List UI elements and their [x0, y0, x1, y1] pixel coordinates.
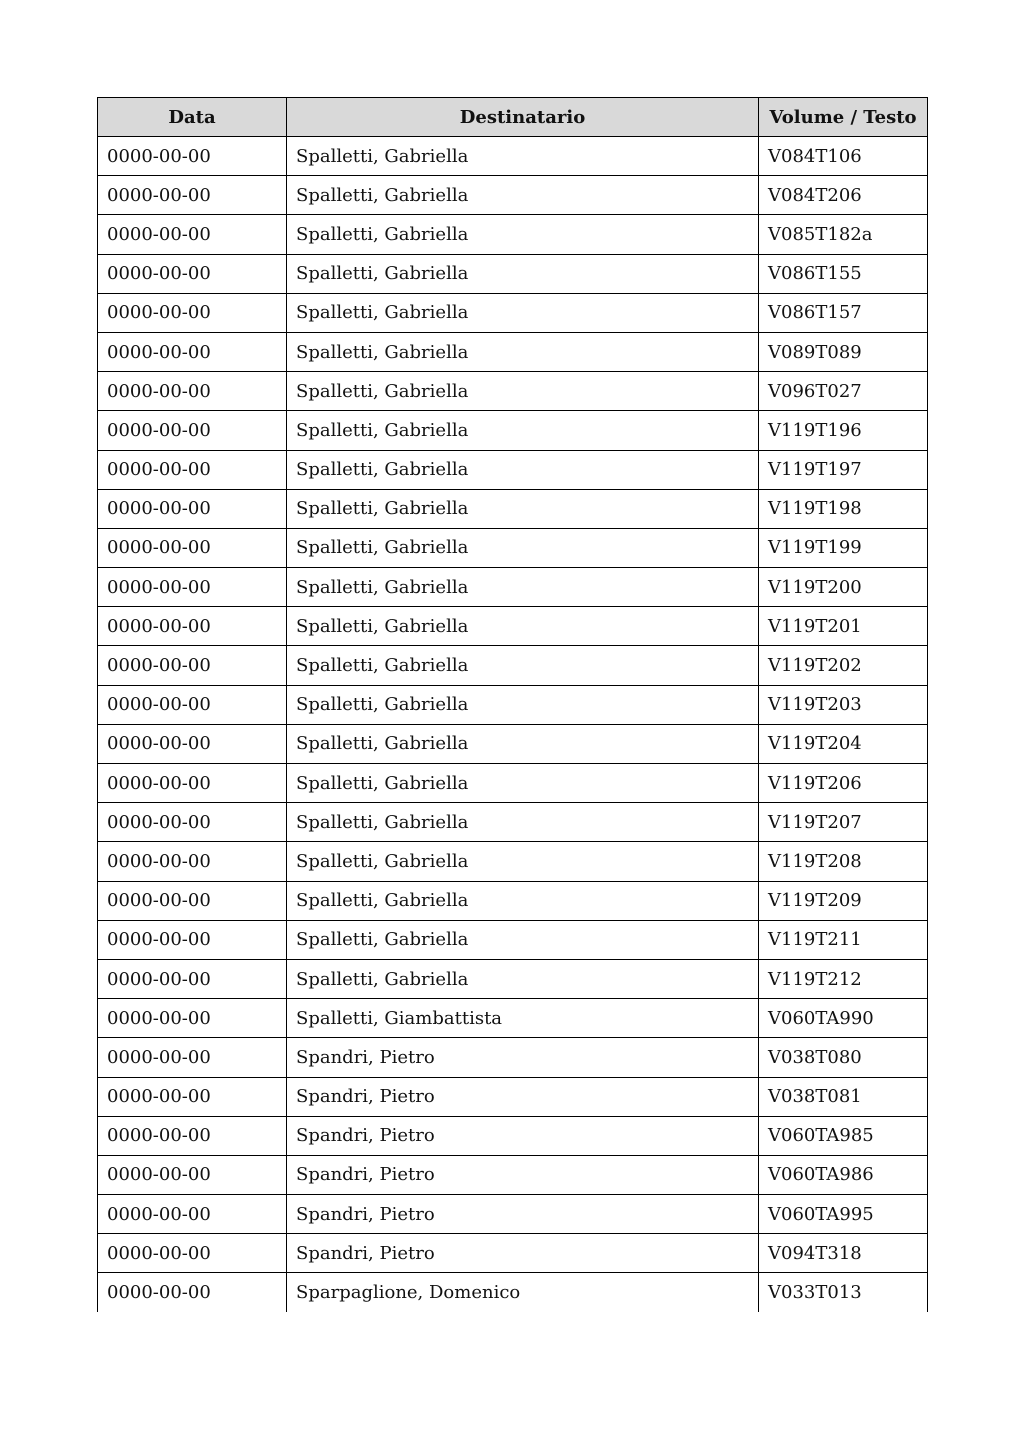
table-row — [98, 332, 928, 371]
cell-volume: V119T204 — [759, 724, 928, 763]
cell-date: 0000-00-00 — [98, 1234, 287, 1273]
cell-date: 0000-00-00 — [98, 685, 287, 724]
cell-volume: V084T106 — [759, 137, 928, 176]
cell-date: 0000-00-00 — [98, 764, 287, 803]
cell-date: 0000-00-00 — [98, 803, 287, 842]
cell-recipient: Spalletti, Gabriella — [287, 411, 759, 450]
table-row — [98, 293, 928, 332]
table-row — [98, 646, 928, 685]
cell-recipient: Spandri, Pietro — [287, 1234, 759, 1273]
table-row — [98, 1077, 928, 1116]
cell-volume: V038T080 — [759, 1038, 928, 1077]
cell-volume: V060TA990 — [759, 999, 928, 1038]
cell-volume: V119T200 — [759, 568, 928, 607]
cell-date: 0000-00-00 — [98, 842, 287, 881]
table-row — [98, 137, 928, 176]
header-row — [98, 98, 928, 137]
cell-volume: V033T013 — [759, 1273, 928, 1312]
cell-recipient: Spalletti, Gabriella — [287, 959, 759, 998]
table-row — [98, 803, 928, 842]
table-row — [98, 528, 928, 567]
cell-date: 0000-00-00 — [98, 293, 287, 332]
cell-recipient: Spandri, Pietro — [287, 1077, 759, 1116]
table-row — [98, 1234, 928, 1273]
cell-recipient: Spandri, Pietro — [287, 1195, 759, 1234]
cell-volume: V060TA986 — [759, 1155, 928, 1194]
cell-recipient: Spalletti, Gabriella — [287, 528, 759, 567]
table-row — [98, 1038, 928, 1077]
cell-date: 0000-00-00 — [98, 607, 287, 646]
cell-volume: V096T027 — [759, 372, 928, 411]
cell-recipient: Spandri, Pietro — [287, 1155, 759, 1194]
cell-date: 0000-00-00 — [98, 1077, 287, 1116]
table-row — [98, 920, 928, 959]
cell-date: 0000-00-00 — [98, 215, 287, 254]
cell-recipient: Spalletti, Gabriella — [287, 646, 759, 685]
cell-recipient: Spandri, Pietro — [287, 1116, 759, 1155]
header-volume: Volume / Testo — [759, 98, 928, 137]
table-row — [98, 1273, 928, 1312]
cell-recipient: Spalletti, Gabriella — [287, 489, 759, 528]
cell-volume: V060TA995 — [759, 1195, 928, 1234]
cell-recipient: Spalletti, Gabriella — [287, 137, 759, 176]
cell-date: 0000-00-00 — [98, 176, 287, 215]
cell-volume: V084T206 — [759, 176, 928, 215]
table-row — [98, 1155, 928, 1194]
table-row — [98, 724, 928, 763]
table-row — [98, 881, 928, 920]
cell-recipient: Spalletti, Gabriella — [287, 920, 759, 959]
cell-recipient: Sparpaglione, Domenico — [287, 1273, 759, 1312]
table-row — [98, 1116, 928, 1155]
table-body — [98, 137, 928, 1313]
cell-volume: V038T081 — [759, 1077, 928, 1116]
table-row — [98, 607, 928, 646]
cell-recipient: Spandri, Pietro — [287, 1038, 759, 1077]
cell-recipient: Spalletti, Gabriella — [287, 176, 759, 215]
cell-volume: V086T155 — [759, 254, 928, 293]
table-row — [98, 254, 928, 293]
cell-date: 0000-00-00 — [98, 1038, 287, 1077]
cell-date: 0000-00-00 — [98, 881, 287, 920]
cell-volume: V119T198 — [759, 489, 928, 528]
cell-recipient: Spalletti, Gabriella — [287, 803, 759, 842]
cell-recipient: Spalletti, Gabriella — [287, 842, 759, 881]
cell-volume: V119T197 — [759, 450, 928, 489]
cell-recipient: Spalletti, Gabriella — [287, 764, 759, 803]
cell-volume: V119T211 — [759, 920, 928, 959]
cell-date: 0000-00-00 — [98, 1116, 287, 1155]
table-row — [98, 372, 928, 411]
cell-volume: V119T209 — [759, 881, 928, 920]
header-recipient: Destinatario — [287, 98, 759, 137]
cell-volume: V119T203 — [759, 685, 928, 724]
cell-date: 0000-00-00 — [98, 724, 287, 763]
cell-volume: V119T207 — [759, 803, 928, 842]
cell-date: 0000-00-00 — [98, 1155, 287, 1194]
cell-date: 0000-00-00 — [98, 528, 287, 567]
cell-volume: V119T199 — [759, 528, 928, 567]
cell-date: 0000-00-00 — [98, 489, 287, 528]
cell-recipient: Spalletti, Gabriella — [287, 254, 759, 293]
cell-volume: V119T212 — [759, 959, 928, 998]
cell-recipient: Spalletti, Gabriella — [287, 450, 759, 489]
cell-date: 0000-00-00 — [98, 1273, 287, 1312]
cell-date: 0000-00-00 — [98, 411, 287, 450]
table-row — [98, 450, 928, 489]
cell-volume: V060TA985 — [759, 1116, 928, 1155]
cell-date: 0000-00-00 — [98, 372, 287, 411]
cell-volume: V085T182a — [759, 215, 928, 254]
cell-recipient: Spalletti, Gabriella — [287, 607, 759, 646]
cell-date: 0000-00-00 — [98, 1195, 287, 1234]
cell-recipient: Spalletti, Gabriella — [287, 685, 759, 724]
cell-date: 0000-00-00 — [98, 999, 287, 1038]
cell-date: 0000-00-00 — [98, 920, 287, 959]
cell-volume: V089T089 — [759, 332, 928, 371]
cell-recipient: Spalletti, Gabriella — [287, 724, 759, 763]
table-row — [98, 176, 928, 215]
table-row — [98, 411, 928, 450]
cell-date: 0000-00-00 — [98, 568, 287, 607]
table-header — [98, 98, 928, 137]
header-date: Data — [98, 98, 287, 137]
table-row — [98, 842, 928, 881]
cell-recipient: Spalletti, Gabriella — [287, 332, 759, 371]
cell-volume: V119T206 — [759, 764, 928, 803]
cell-date: 0000-00-00 — [98, 137, 287, 176]
cell-recipient: Spalletti, Gabriella — [287, 568, 759, 607]
document-page — [97, 97, 927, 1312]
table-row — [98, 568, 928, 607]
cell-date: 0000-00-00 — [98, 254, 287, 293]
cell-recipient: Spalletti, Gabriella — [287, 293, 759, 332]
cell-recipient: Spalletti, Gabriella — [287, 215, 759, 254]
table-row — [98, 959, 928, 998]
letters-table — [97, 97, 928, 1312]
cell-volume: V119T196 — [759, 411, 928, 450]
cell-volume: V094T318 — [759, 1234, 928, 1273]
cell-volume: V119T201 — [759, 607, 928, 646]
table-row — [98, 764, 928, 803]
cell-volume: V119T208 — [759, 842, 928, 881]
table-row — [98, 489, 928, 528]
table-row — [98, 215, 928, 254]
cell-volume: V119T202 — [759, 646, 928, 685]
table-row — [98, 1195, 928, 1234]
cell-date: 0000-00-00 — [98, 646, 287, 685]
table-row — [98, 685, 928, 724]
cell-volume: V086T157 — [759, 293, 928, 332]
cell-recipient: Spalletti, Gabriella — [287, 372, 759, 411]
cell-recipient: Spalletti, Giambattista — [287, 999, 759, 1038]
table-row — [98, 999, 928, 1038]
cell-date: 0000-00-00 — [98, 959, 287, 998]
cell-date: 0000-00-00 — [98, 332, 287, 371]
cell-date: 0000-00-00 — [98, 450, 287, 489]
cell-recipient: Spalletti, Gabriella — [287, 881, 759, 920]
